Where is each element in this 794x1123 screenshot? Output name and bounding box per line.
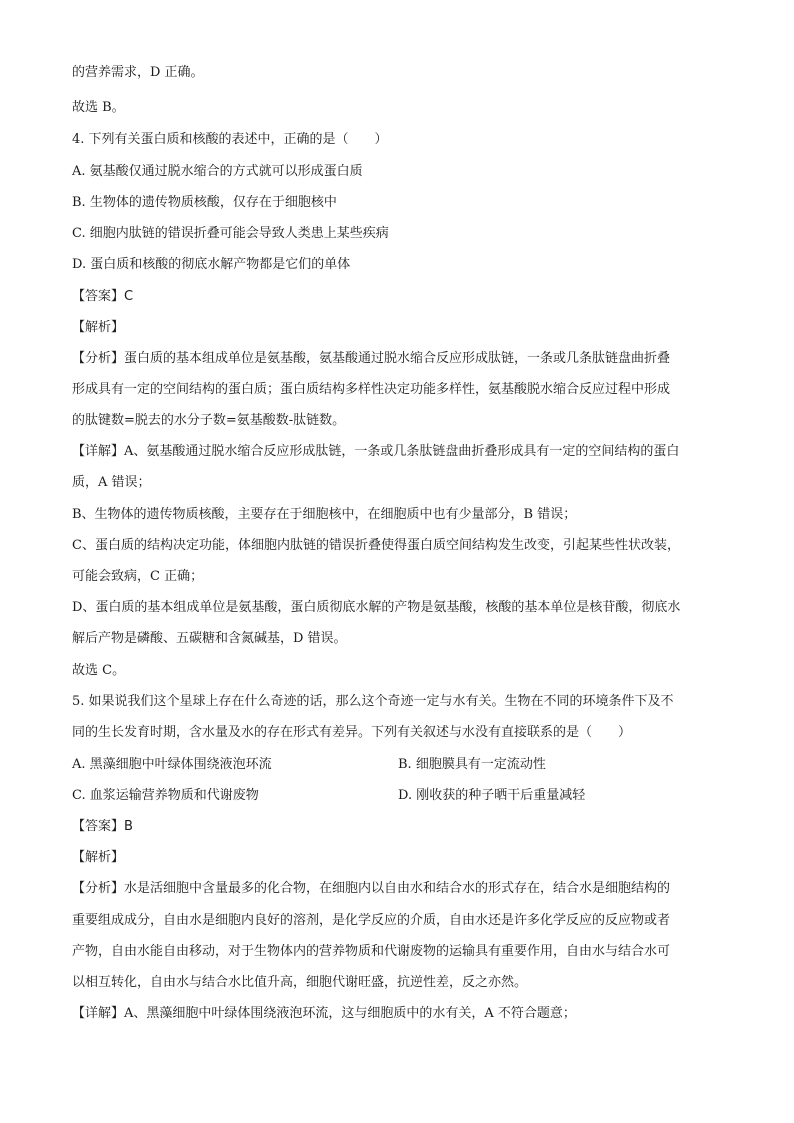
- question-5-option-b: B. 细胞膜具有一定流动性: [398, 757, 546, 772]
- question-4-fenxi-line: 【分析】蛋白质的基本组成单位是氨基酸，氨基酸通过脱水缩合反应形成肽链，一条或几条肽链盘曲折叠: [72, 351, 671, 366]
- question-4-fenxi-line: 的肽键数=脱去的水分子数=氨基酸数-肽链数。: [72, 413, 346, 428]
- question-5-detail-line: 【详解】A、黑藻细胞中叶绿体围绕液泡环流，这与细胞质中的水有关，A 不符合题意；: [72, 1006, 576, 1021]
- question-5-option-c: C. 血浆运输营养物质和代谢废物: [72, 788, 259, 803]
- question-5-fenxi-line: 产物，自由水能自由移动，对于生物体内的营养物质和代谢废物的运输具有重要作用，自由水与结合水可: [72, 944, 671, 959]
- question-5-stem-line: 5. 如果说我们这个星球上存在什么奇迹的话，那么这个奇迹一定与水有关。生物在不同的环境条件下及不: [72, 694, 674, 709]
- question-4-detail-line: 解后产物是磷酸、五碳糖和含氮碱基，D 错误。: [72, 631, 347, 646]
- question-5-fenxi-line: 以相互转化，自由水与结合水比值升高，细胞代谢旺盛，抗逆性差，反之亦然。: [72, 975, 528, 990]
- question-5-option-a: A. 黑藻细胞中叶绿体围绕液泡环流: [72, 757, 272, 772]
- question-4-detail-line: 质，A 错误；: [72, 475, 151, 490]
- question-4-option-b: B. 生物体的遗传物质核酸，仅存在于细胞核中: [72, 195, 337, 210]
- question-4-answer: 【答案】C: [72, 289, 134, 304]
- previous-answer-line: 的营养需求，D 正确。: [72, 65, 204, 80]
- question-5-fenxi-line: 【分析】水是活细胞中含量最多的化合物，在细胞内以自由水和结合水的形式存在，结合水是细胞结构的: [72, 881, 671, 896]
- question-5-stem-line: 同的生长发育时期，含水量及水的存在形式有差异。下列有关叙述与水没有直接联系的是（ ）: [72, 725, 632, 740]
- question-4-option-a: A. 氨基酸仅通过脱水缩合的方式就可以形成蛋白质: [72, 164, 363, 179]
- question-4-conclusion: 故选 C。: [72, 663, 126, 678]
- question-4-option-c: C. 细胞内肽链的错误折叠可能会导致人类患上某些疾病: [72, 226, 389, 241]
- question-5-answer: 【答案】B: [72, 819, 133, 834]
- question-4-fenxi-line: 形成具有一定的空间结构的蛋白质；蛋白质结构多样性决定功能多样性，氨基酸脱水缩合反应过程中形成: [72, 382, 671, 397]
- previous-conclusion: 故选 B。: [72, 100, 125, 115]
- question-4-stem: 4. 下列有关蛋白质和核酸的表述中，正确的是（ ）: [72, 132, 388, 147]
- question-4-option-d: D. 蛋白质和核酸的彻底水解产物都是它们的单体: [72, 257, 351, 272]
- question-5-analysis-heading: 【解析】: [72, 850, 125, 865]
- question-4-detail-line: 【详解】A、氨基酸通过脱水缩合反应形成肽链，一条或几条肽链盘曲折叠形成具有一定的空间结构的蛋白: [72, 444, 680, 459]
- question-4-detail-line: B、生物体的遗传物质核酸，主要存在于细胞核中，在细胞质中也有少量部分，B 错误；: [72, 507, 577, 522]
- question-4-detail-line: D、蛋白质的基本组成单位是氨基酸，蛋白质彻底水解的产物是氨基酸，核酸的基本单位是核苷酸，彻底水: [72, 600, 681, 615]
- question-5-fenxi-line: 重要组成成分，自由水是细胞内良好的溶剂，是化学反应的介质，自由水还是许多化学反应的反应物或者: [72, 913, 671, 928]
- question-5-option-d: D. 刚收获的种子晒干后重量减轻: [398, 788, 586, 803]
- question-4-detail-line: C、蛋白质的结构决定功能，体细胞内肽链的错误折叠使得蛋白质空间结构发生改变，引起某些性状改装，: [72, 538, 680, 553]
- question-4-analysis-heading: 【解析】: [72, 320, 125, 335]
- question-4-detail-line: 可能会致病，C 正确；: [72, 569, 204, 584]
